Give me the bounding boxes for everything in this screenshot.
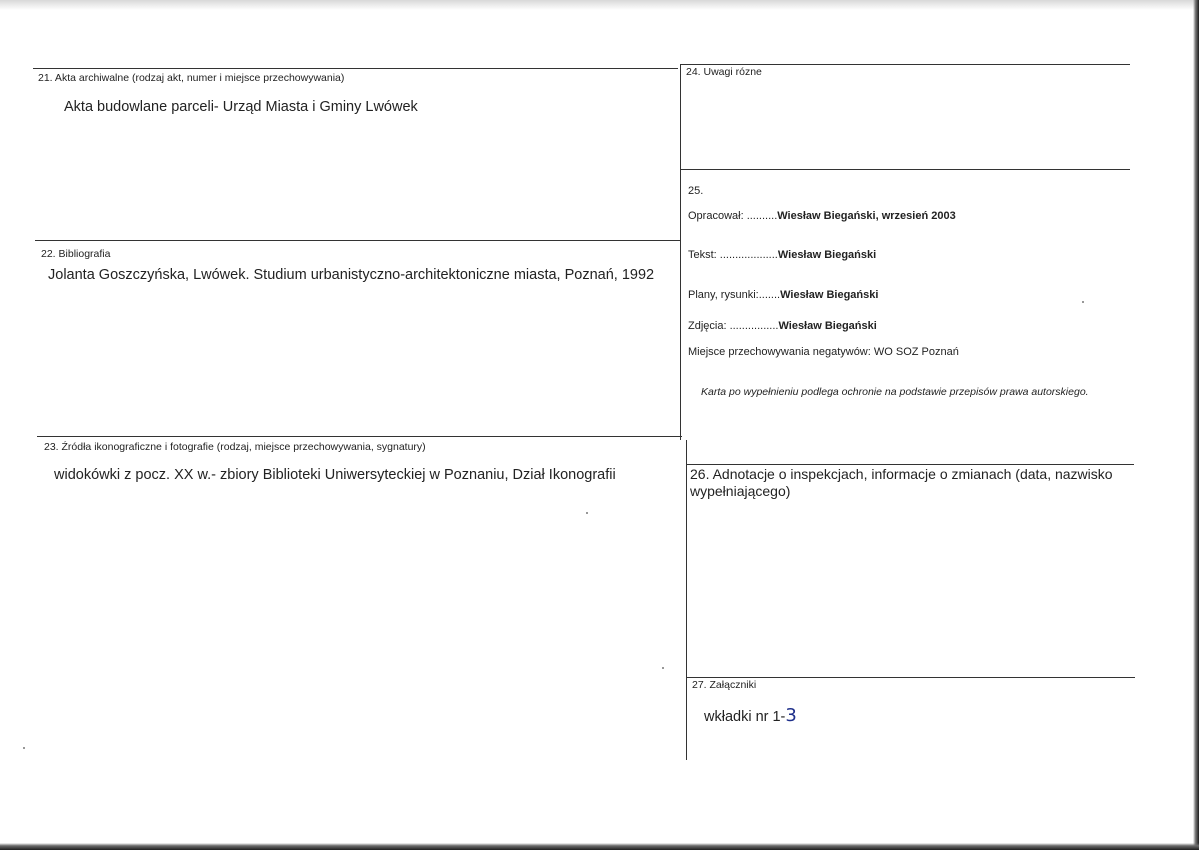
tekst-row <box>688 249 876 261</box>
scan-speck <box>23 747 25 749</box>
page-bottom-edge <box>0 843 1199 850</box>
tekst-value: Wiesław Biegański <box>777 249 877 261</box>
page-right-edge <box>1193 0 1199 850</box>
section-27-value <box>704 705 797 726</box>
plany-label: Plany, rysunki:....... <box>688 289 781 301</box>
column-divider-upper <box>680 64 681 440</box>
section-22-label: 22. Bibliografia <box>41 248 111 260</box>
section-27-label: 27. Załączniki <box>692 679 757 691</box>
section-21-rule <box>33 68 678 69</box>
section-27-rule <box>686 677 1135 678</box>
section-24-rule <box>680 64 1130 65</box>
opracowal-value: Wiesław Biegański, wrzesień 2003 <box>777 210 956 222</box>
opracowal-row <box>688 210 956 222</box>
plany-value: Wiesław Biegański <box>780 289 879 301</box>
section-21-value: Akta budowlane parceli- Urząd Miasta i Gminy Lwówek <box>64 99 418 115</box>
scan-speck <box>662 667 664 669</box>
section-27-printed: wkładki nr 1- <box>704 709 786 725</box>
negatywy-text: Miejsce przechowywania negatywów: WO SOZ Poznań <box>688 346 959 358</box>
section-25-rule <box>680 169 1130 170</box>
section-22-rule <box>35 240 680 241</box>
section-25-number: 25. <box>688 185 704 197</box>
section-23-label: 23. Źródła ikonograficzne i fotografie (rodzaj, miejsce przechowywania, sygnatury) <box>44 441 426 453</box>
section-26-rule <box>686 464 1134 465</box>
column-divider-lower <box>686 440 687 760</box>
copyright-note: Karta po wypełnieniu podlega ochronie na podstawie przepisów prawa autorskiego. <box>701 386 1089 398</box>
plany-row <box>688 289 878 301</box>
opracowal-label: Opracował: .......... <box>688 210 778 222</box>
zdjecia-row <box>688 320 877 332</box>
scan-speck <box>1082 301 1084 303</box>
page-top-edge <box>0 0 1199 10</box>
section-26-label: 26. Adnotacje o inspekcjach, informacje o zmianach (data, nazwisko wypełniającego) <box>690 466 1113 499</box>
section-23-value: widokówki z pocz. XX w.- zbiory Biblioteki Uniwersyteckiej w Poznaniu, Dział Ikonografii <box>54 467 616 483</box>
scan-speck <box>586 512 588 514</box>
section-23-rule <box>37 436 682 437</box>
section-22-value: Jolanta Goszczyńska, Lwówek. Studium urbanistyczno-architektoniczne miasta, Poznań, 1992 <box>48 267 655 283</box>
tekst-label: Tekst: ................... <box>688 249 778 261</box>
zdjecia-value: Wiesław Biegański <box>778 320 877 332</box>
section-27-handwritten: 3 <box>785 705 797 726</box>
section-24-label: 24. Uwagi rózne <box>686 66 762 78</box>
zdjecia-label: Zdjęcia: ................ <box>688 320 779 332</box>
section-21-label: 21. Akta archiwalne (rodzaj akt, numer i miejsce przechowywania) <box>38 72 345 84</box>
